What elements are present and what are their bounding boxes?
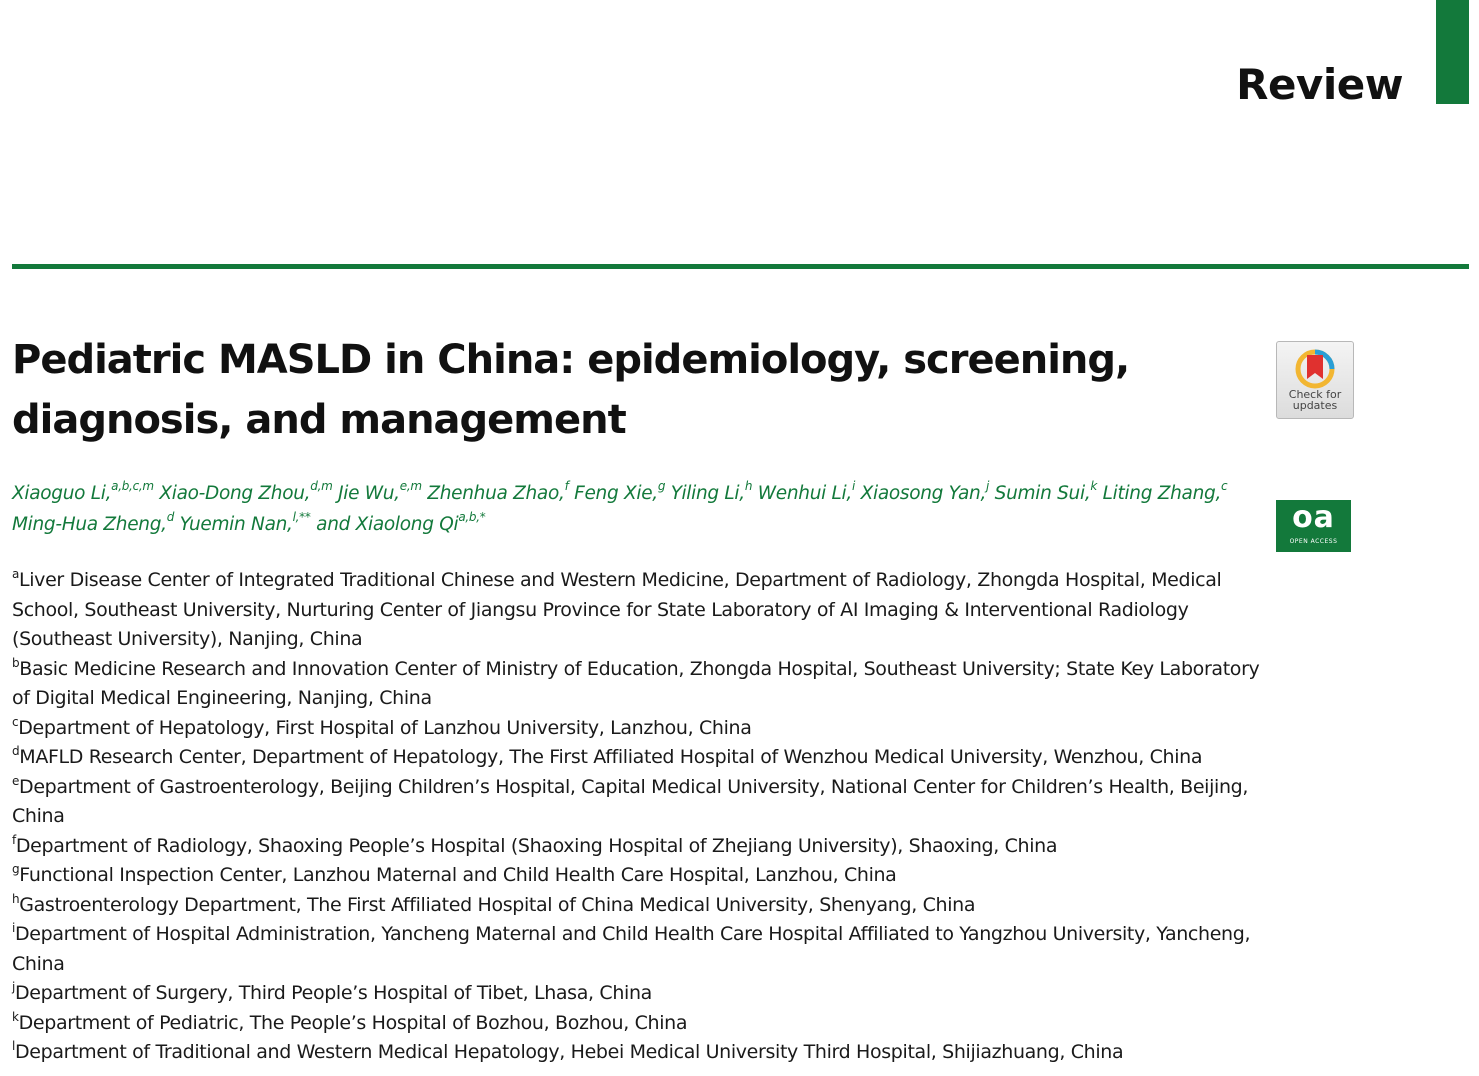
affiliation-item [12, 566, 1262, 655]
affiliation-item [12, 861, 1262, 891]
author-affiliation-marker: g [657, 479, 666, 493]
author-name[interactable] [670, 479, 753, 504]
affiliation-item [12, 743, 1262, 773]
author-list [12, 478, 1252, 540]
author-affiliation-marker: l,** [292, 510, 311, 524]
author-affiliation-marker: h [744, 479, 753, 493]
author-name[interactable] [12, 510, 175, 535]
author-affiliation-marker: i [851, 479, 856, 493]
affiliation-item [12, 891, 1262, 921]
author-name-text[interactable]: Jie Wu, [338, 483, 400, 504]
author-name-text[interactable]: Sumin Sui, [994, 483, 1091, 504]
author-name[interactable] [860, 479, 990, 504]
author-name[interactable] [994, 479, 1098, 504]
author-name[interactable] [757, 479, 856, 504]
author-name[interactable] [179, 510, 311, 535]
affiliation-key: i [12, 921, 15, 935]
affiliation-key: g [12, 862, 20, 876]
author-name-text[interactable]: Xiaosong Yan, [860, 483, 987, 504]
affiliation-item [12, 979, 1262, 1009]
affiliation-key: a [12, 567, 20, 581]
affiliation-text: Department of Surgery, Third People’s Hospital of Tibet, Lhasa, China [14, 982, 652, 1004]
author-name-text[interactable]: Wenhui Li, [757, 483, 852, 504]
affiliation-key: j [12, 980, 15, 994]
open-access-badge [1276, 500, 1351, 552]
affiliation-text: MAFLD Research Center, Department of Hepatology, The First Affiliated Hospital of Wenzhou Medical University, Wenzhou, China [19, 746, 1203, 768]
check-for-updates-badge[interactable] [1276, 341, 1354, 419]
affiliation-text: Department of Pediatric, The People’s Hospital of Bozhou, Bozhou, China [18, 1011, 688, 1034]
author-name-text[interactable]: Liting Zhang, [1102, 483, 1222, 504]
author-name[interactable] [159, 479, 333, 504]
affiliation-key: e [12, 773, 20, 788]
author-name-text[interactable]: Yuemin Nan, [179, 514, 293, 535]
affiliation-text: Department of Traditional and Western Medical Hepatology, Hebei Medical University Third Hospital, Shijiazhuang, China [14, 1041, 1124, 1063]
author-name[interactable] [316, 510, 486, 535]
author-affiliation-marker: k [1090, 479, 1098, 493]
affiliation-item [12, 920, 1262, 979]
author-name-text[interactable]: Feng Xie, [574, 483, 658, 504]
author-name[interactable] [574, 479, 666, 504]
affiliation-text: Liver Disease Center of Integrated Traditional Chinese and Western Medicine, Department of Radiology, Zhongda Hospital, Medical School, Southeast University, Nurturing Center of Jiangsu Province for State Laboratory of AI Imaging & Interventional Radiology (Southeast University), Nanjing, China [12, 569, 1222, 650]
author-name-text[interactable]: Yiling Li, [670, 483, 745, 504]
affiliation-key: k [12, 1009, 19, 1024]
affiliation-text: Basic Medicine Research and Innovation Center of Ministry of Education, Zhongda Hospital, Southeast University; State Key Laboratory of Digital Medical Engineering, Nanjing, China [12, 657, 1260, 709]
section-color-tab [1436, 0, 1469, 104]
author-name-text[interactable]: Xiaoguo Li, [12, 483, 112, 504]
open-access-logo-text: oa [1292, 500, 1335, 535]
affiliation-item [12, 714, 1262, 744]
author-name-text[interactable]: Xiao-Dong Zhou, [159, 483, 311, 504]
author-affiliation-marker: e,m [399, 479, 422, 493]
affiliation-key: l [12, 1039, 15, 1053]
affiliation-text: Department of Hospital Administration, Yancheng Maternal and Child Health Care Hospital Affiliated to Yangzhou University, Yancheng, China [12, 923, 1251, 975]
author-name-text[interactable]: and Xiaolong Qi [316, 514, 459, 535]
check-updates-icon [1293, 349, 1337, 389]
check-updates-label-2: updates [1292, 399, 1338, 412]
article-title: Pediatric MASLD in China: epidemiology, screening, diagnosis, and management [12, 337, 1130, 443]
affiliation-text: Gastroenterology Department, The First Affiliated Hospital of China Medical University, Shenyang, China [19, 893, 976, 916]
author-name[interactable] [1102, 479, 1228, 504]
author-name[interactable] [338, 479, 422, 504]
affiliation-item [12, 773, 1262, 832]
author-affiliation-marker: d [166, 510, 175, 524]
check-updates-label-1: Check for [1288, 388, 1342, 401]
author-name-text[interactable]: Zhenhua Zhao, [427, 483, 565, 504]
section-label: Review [1236, 60, 1403, 109]
affiliation-item [12, 1009, 1262, 1039]
header-rule [12, 264, 1469, 269]
author-affiliation-marker: j [986, 479, 990, 493]
affiliation-item [12, 832, 1262, 862]
author-name[interactable] [427, 479, 569, 504]
affiliation-text: Department of Hepatology, First Hospital of Lanzhou University, Lanzhou, China [18, 716, 752, 739]
author-name-text[interactable]: Ming-Hua Zheng, [12, 514, 167, 535]
affiliation-text: Functional Inspection Center, Lanzhou Maternal and Child Health Care Hospital, Lanzhou, China [19, 864, 897, 886]
affiliation-key: b [12, 655, 20, 670]
affiliation-text: Department of Gastroenterology, Beijing Children’s Hospital, Capital Medical University, National Center for Children’s Health, Beijing, China [12, 775, 1249, 827]
affiliation-key: f [12, 832, 16, 847]
author-affiliation-marker: f [564, 479, 569, 493]
author-affiliation-marker: d,m [310, 479, 333, 493]
author-name[interactable] [12, 479, 154, 504]
affiliation-key: c [12, 714, 19, 729]
author-affiliation-marker: c [1221, 479, 1228, 493]
affiliation-text: Department of Radiology, Shaoxing People’s Hospital (Shaoxing Hospital of Zhejiang University), Shaoxing, China [15, 834, 1058, 857]
affiliation-key: d [12, 744, 20, 758]
affiliation-key: h [12, 891, 20, 906]
open-access-label: OPEN ACCESS [1289, 538, 1338, 545]
affiliation-item [12, 655, 1262, 714]
affiliation-list [12, 566, 1262, 1068]
affiliation-item [12, 1038, 1262, 1068]
author-affiliation-marker: a,b,* [458, 510, 486, 524]
author-affiliation-marker: a,b,c,m [111, 479, 154, 493]
